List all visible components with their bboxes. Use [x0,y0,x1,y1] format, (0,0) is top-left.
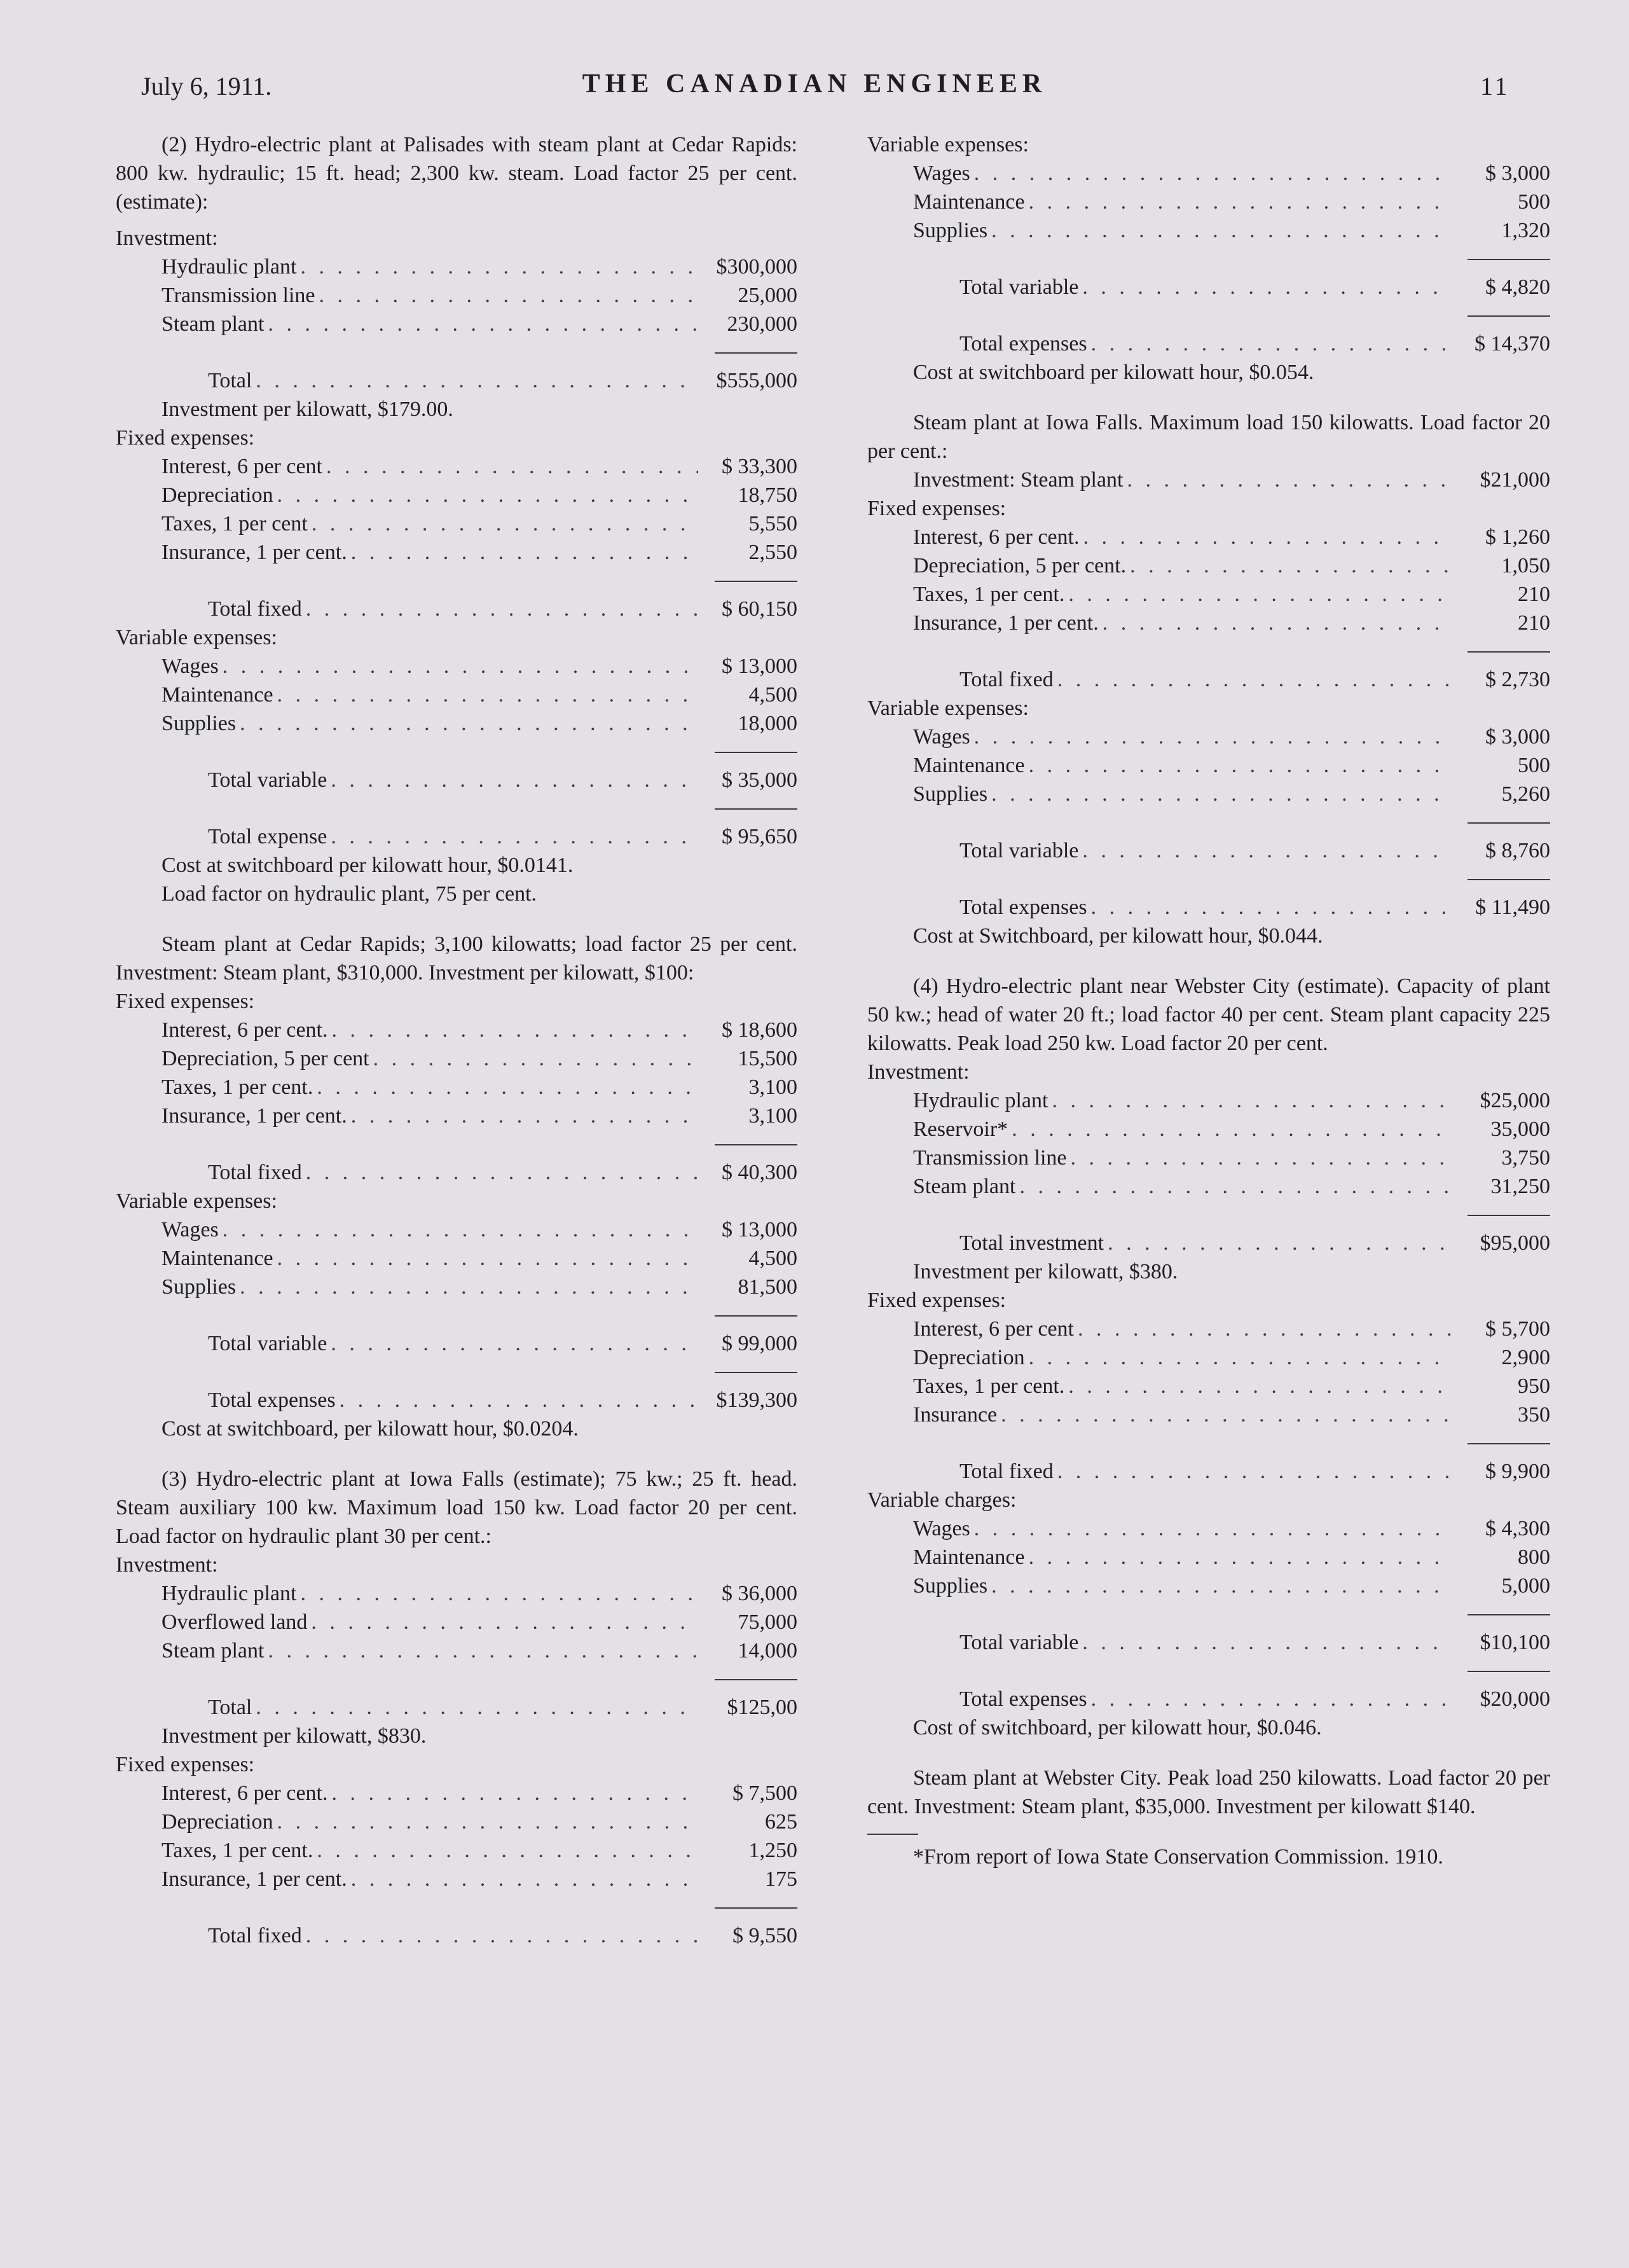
line-item-label: Taxes, 1 per cent. [162,1839,313,1862]
line-item-label: Interest, 6 per cent [913,1317,1074,1341]
journal-title: THE CANADIAN ENGINEER [582,69,1047,99]
line-item-label: Interest, 6 per cent. [162,1018,328,1042]
leader-dots [319,281,698,310]
line-item-amount: $ 7,500 [732,1781,797,1805]
leader-dots [974,723,1451,751]
leader-dots [1130,551,1451,580]
line-item-label: Steam plant [913,1175,1016,1198]
leader-dots [300,1579,698,1608]
leader-dots [351,1102,698,1130]
line-item-amount: $ 13,000 [722,1218,797,1241]
footnote: *From report of Iowa State Conservation Commission. 1910. [913,1845,1443,1869]
line-item-row [116,1273,797,1301]
section-heading: Fixed expenses: [116,1753,255,1776]
line-item-row [867,1172,1550,1201]
leader-dots [277,1808,698,1836]
line-item-amount: 81,500 [738,1275,797,1299]
line-item-label: Maintenance [913,1545,1025,1569]
line-item-row [867,1115,1550,1144]
section-heading: Fixed expenses: [867,497,1007,520]
leader-dots [277,681,698,709]
leader-dots [1083,523,1452,551]
line-item-row [867,216,1550,245]
leader-dots [1052,1086,1451,1115]
line-item-label: Taxes, 1 per cent. [162,1075,313,1099]
line-item-amount: $ 36,000 [722,1582,797,1605]
line-item-row [116,1636,797,1665]
leader-dots [991,780,1451,808]
page-number: 11 [1480,72,1510,100]
line-item-amount: 31,250 [1490,1175,1550,1198]
cost-per-kwh: Cost at Switchboard, per kilowatt hour, $0.044. [913,924,1323,948]
line-item-label: Supplies [913,782,988,806]
total-expenses-row: Total expenses . . . $ 14,370 [867,329,1550,358]
line-item-amount: 14,000 [738,1639,797,1663]
issue-date: July 6, 1911. [141,72,272,100]
leader-dots [1029,1543,1451,1572]
section-4-intro: (4) Hydro-electric plant near Webster City (estimate). Capacity of plant 50 kw.; head of water 20 ft.; load factor 40 per cent. Steam plant capacity 225 kilowatts. Peak load 250 kw. Load factor 20 per cent. [867,974,1550,1055]
line-item-row [116,1865,797,1893]
total-expense-row: Total expense . . . $ 95,650 [116,822,797,851]
line-item-amount: 1,050 [1501,554,1550,577]
leader-dots [1029,188,1451,216]
leader-dots [332,1016,699,1044]
line-item-label: Wages [162,1218,219,1241]
variable-expenses-list [116,1215,797,1301]
section-heading: Variable charges: [867,1488,1017,1512]
leader-dots [1071,1144,1451,1172]
line-item-label: Supplies [913,1574,988,1598]
line-item-label: Insurance, 1 per cent. [162,541,347,564]
line-item-label: Hydraulic plant [913,1089,1048,1112]
line-item-label: Supplies [913,219,988,242]
section-heading: Variable expenses: [116,1189,277,1213]
line-item-label: Steam plant [162,1639,265,1663]
total-variable-row: Total variable . . . $10,100 [867,1628,1550,1657]
leader-dots [1078,1315,1451,1343]
line-item-amount: $ 3,000 [1485,725,1550,749]
line-item-amount: 1,320 [1501,219,1550,242]
fixed-expenses-list [867,1315,1550,1429]
line-item-amount: 2,900 [1501,1346,1550,1369]
line-item-amount: 18,000 [738,712,797,735]
line-item-amount: 75,000 [738,1610,797,1634]
section-heading: Fixed expenses: [116,990,255,1013]
line-item-amount: 625 [765,1810,797,1834]
line-item-row [867,523,1550,551]
line-item-amount: 210 [1518,583,1550,606]
leader-dots [312,509,698,538]
line-item-row [116,1808,797,1836]
line-item-row [867,1572,1550,1600]
line-item-row [116,1016,797,1044]
line-item-label: Supplies [162,1275,237,1299]
section-heading: Variable expenses: [867,133,1029,156]
total-fixed-row: Total fixed . . . $ 40,300 [116,1158,797,1187]
leader-dots [1029,751,1451,780]
leader-dots [277,1244,698,1273]
total-investment-row: Total investment . . . $95,000 [867,1229,1550,1257]
line-item-label: Interest, 6 per cent. [162,1781,328,1805]
line-item-amount: 3,100 [748,1075,797,1099]
line-item-row [116,1215,797,1244]
line-item-row [116,681,797,709]
total-expenses-row: Total expenses . . . $ 11,490 [867,893,1550,922]
line-item-row [867,1400,1550,1429]
line-item-row [867,1144,1550,1172]
line-item-label: Taxes, 1 per cent. [913,1374,1065,1398]
total-variable-row: Total variable . . . $ 35,000 [116,766,797,794]
line-item-row [116,481,797,509]
line-item-row [116,1836,797,1865]
line-item-label: Maintenance [913,754,1025,777]
line-item-amount: 800 [1518,1545,1550,1569]
leader-dots [223,652,698,681]
line-item-amount: 4,500 [748,683,797,707]
leader-dots [1029,1343,1451,1372]
line-item-label: Hydraulic plant [162,255,297,279]
leader-dots [300,252,698,281]
cost-per-kwh: Cost at switchboard per kilowatt hour, $0.054. [913,361,1314,384]
leader-dots [311,1608,698,1636]
variable-expenses-list [867,723,1550,808]
line-item-label: Depreciation [913,1346,1025,1369]
line-item-row [116,252,797,281]
line-item-row [867,1372,1550,1400]
line-item-amount: 500 [1518,190,1550,214]
line-item-label: Hydraulic plant [162,1582,297,1605]
line-item-amount: $ 5,700 [1485,1317,1550,1341]
total-fixed-row: Total fixed . . . $ 60,150 [116,595,797,623]
leader-dots [240,1273,698,1301]
leader-dots [991,1572,1451,1600]
total-expenses-row: Total expenses . . . $20,000 [867,1685,1550,1713]
variable-charges-list [867,1514,1550,1600]
leader-dots [326,452,698,481]
line-item-label: Maintenance [162,1247,273,1270]
line-item-amount: 210 [1518,611,1550,635]
line-item-label: Depreciation [162,483,273,507]
line-item-label: Maintenance [913,190,1025,214]
total-variable-row: Total variable . . . $ 99,000 [116,1329,797,1358]
webster-city-intro: Steam plant at Webster City. Peak load 250 kilowatts. Load factor 20 per cent. Investment: Steam plant, $35,000. Investment per kilowatt $140. [867,1766,1550,1818]
leader-dots [373,1044,698,1073]
total-expenses-row: Total expenses . . . $139,300 [116,1386,797,1414]
line-item-row [867,159,1550,188]
line-item-amount: 350 [1518,1403,1550,1427]
line-item-amount: $300,000 [716,255,797,279]
line-item-label: Steam plant [162,312,265,336]
line-item-label: Transmission line [162,284,315,307]
section-heading: Fixed expenses: [116,426,255,450]
line-item-label: Insurance, 1 per cent. [162,1104,347,1128]
left-column [116,130,797,1950]
line-item-row [116,1608,797,1636]
leader-dots [1019,1172,1451,1201]
line-item-amount: 3,750 [1501,1146,1550,1170]
leader-dots [1012,1115,1451,1144]
line-item-label: Insurance, 1 per cent. [162,1867,347,1891]
line-item-row [867,1514,1550,1543]
investment-per-kw: Investment per kilowatt, $380. [913,1260,1178,1283]
investment-per-kw: Investment per kilowatt, $179.00. [162,398,453,421]
section-heading: Investment: [116,1553,218,1577]
cost-per-kwh: Cost at switchboard, per kilowatt hour, $0.0204. [162,1417,579,1441]
line-item-amount: 5,260 [1501,782,1550,806]
line-item-label: Wages [162,654,219,678]
line-item-label: Insurance [913,1403,998,1427]
line-item-label: Overflowed land [162,1610,308,1634]
line-item-amount: 15,500 [738,1047,797,1070]
line-item-label: Taxes, 1 per cent [162,512,308,536]
leader-dots [974,1514,1451,1543]
leader-dots [991,216,1451,245]
line-item-row [867,1543,1550,1572]
line-item-amount: 230,000 [727,312,797,336]
leader-dots [351,1865,698,1893]
line-item-amount: 3,100 [748,1104,797,1128]
line-item-label: Insurance, 1 per cent. [913,611,1099,635]
leader-dots [240,709,698,738]
section-heading: Investment: [116,226,218,250]
section-heading: Fixed expenses: [867,1289,1007,1312]
line-item-amount: 18,750 [738,483,797,507]
leader-dots [1103,609,1451,637]
leader-dots [268,1636,698,1665]
fixed-expenses-list [116,1779,797,1893]
line-item-row [116,1244,797,1273]
line-item-label: Depreciation, 5 per cent [162,1047,369,1070]
section-heading: Investment: [867,1060,970,1084]
investment-row: Investment: Steam plant . . . $21,000 [867,466,1550,494]
cost-per-kwh: Cost of switchboard, per kilowatt hour, $0.046. [913,1716,1322,1739]
leader-dots [332,1779,699,1808]
line-item-amount: $ 18,600 [722,1018,797,1042]
total-row: Total . . . $125,00 [116,1693,797,1722]
leader-dots [317,1073,698,1102]
line-item-row [116,1044,797,1073]
investment-list [116,252,797,338]
line-item-amount: 5,550 [748,512,797,536]
fixed-expenses-list [116,1016,797,1130]
line-item-amount: 950 [1518,1374,1550,1398]
line-item-row [116,509,797,538]
line-item-amount: 500 [1518,754,1550,777]
line-item-amount: 4,500 [748,1247,797,1270]
line-item-amount: 2,550 [748,541,797,564]
investment-list [116,1579,797,1665]
line-item-row [867,609,1550,637]
line-item-row [116,1073,797,1102]
line-item-amount: $ 4,300 [1485,1517,1550,1540]
line-item-row [116,1579,797,1608]
line-item-row [867,188,1550,216]
total-fixed-row: Total fixed . . . $ 9,550 [116,1921,797,1950]
line-item-label: Wages [913,725,970,749]
line-item-row [116,709,797,738]
line-item-row [867,1315,1550,1343]
line-item-row [116,452,797,481]
leader-dots [1068,1372,1451,1400]
line-item-label: Transmission line [913,1146,1067,1170]
leader-dots [268,310,698,338]
line-item-row [867,1343,1550,1372]
total-variable-row: Total variable . . . $ 8,760 [867,836,1550,865]
line-item-row [116,281,797,310]
leader-dots [1001,1400,1451,1429]
load-factor-note: Load factor on hydraulic plant, 75 per cent. [162,882,537,906]
iowa-falls-intro: Steam plant at Iowa Falls. Maximum load 150 kilowatts. Load factor 20 per cent.: [867,411,1550,463]
line-item-label: Interest, 6 per cent [162,455,322,478]
leader-dots [1068,580,1451,609]
line-item-amount: $ 1,260 [1485,525,1550,549]
line-item-label: Interest, 6 per cent. [913,525,1080,549]
line-item-row [116,538,797,567]
line-item-label: Maintenance [162,683,273,707]
line-item-label: Supplies [162,712,237,735]
total-fixed-row: Total fixed . . . $ 9,900 [867,1457,1550,1486]
leader-dots [317,1836,698,1865]
line-item-row [116,1102,797,1130]
line-item-row [867,1086,1550,1115]
leader-dots [974,159,1451,188]
line-item-row [867,551,1550,580]
leader-dots [223,1215,698,1244]
line-item-row [867,751,1550,780]
line-item-label: Depreciation [162,1810,273,1834]
line-item-label: Depreciation, 5 per cent. [913,554,1127,577]
total-row: Total . . . $555,000 [116,366,797,395]
line-item-amount: 35,000 [1490,1117,1550,1141]
leader-dots [277,481,698,509]
variable-expenses-list [867,159,1550,245]
cedar-rapids-intro: Steam plant at Cedar Rapids; 3,100 kilowatts; load factor 25 per cent. Investment: Steam plant, $310,000. Investment per kilowatt, $100: [116,932,797,985]
cost-per-kwh: Cost at switchboard per kilowatt hour, $0.0141. [162,854,574,877]
line-item-amount: $ 33,300 [722,455,797,478]
line-item-amount: 5,000 [1501,1574,1550,1598]
total-variable-row: Total variable . . . $ 4,820 [867,273,1550,301]
line-item-amount: 1,250 [748,1839,797,1862]
line-item-row [116,310,797,338]
line-item-amount: $ 13,000 [722,654,797,678]
total-fixed-row: Total fixed . . . $ 2,730 [867,665,1550,694]
line-item-row [116,1779,797,1808]
line-item-label: Taxes, 1 per cent. [913,583,1065,606]
section-heading: Variable expenses: [867,696,1029,720]
line-item-label: Wages [913,162,970,185]
line-item-row [867,780,1550,808]
line-item-row [867,723,1550,751]
line-item-amount: 25,000 [738,284,797,307]
right-column [867,130,1550,1871]
section-3-intro: (3) Hydro-electric plant at Iowa Falls (estimate); 75 kw.; 25 ft. head. Steam auxiliary 100 kw. Maximum load 150 kw. Load factor 20 per cent. Load factor on hydraulic plant 30 per cent.: [116,1467,797,1548]
line-item-amount: $ 3,000 [1485,162,1550,185]
investment-list [867,1086,1550,1201]
line-item-label: Wages [913,1517,970,1540]
fixed-expenses-list [867,523,1550,637]
leader-dots [351,538,698,567]
line-item-row [867,580,1550,609]
variable-expenses-list [116,652,797,738]
section-heading: Variable expenses: [116,626,277,649]
line-item-amount: $25,000 [1480,1089,1550,1112]
line-item-amount: 175 [765,1867,797,1891]
investment-per-kw: Investment per kilowatt, $830. [162,1724,427,1748]
line-item-label: Reservoir* [913,1117,1008,1141]
line-item-row [116,652,797,681]
fixed-expenses-list [116,452,797,567]
section-2-intro: (2) Hydro-electric plant at Palisades with steam plant at Cedar Rapids: 800 kw. hydraulic; 15 ft. head; 2,300 kw. steam. Load factor 25 per cent. (estimate): [116,133,797,214]
